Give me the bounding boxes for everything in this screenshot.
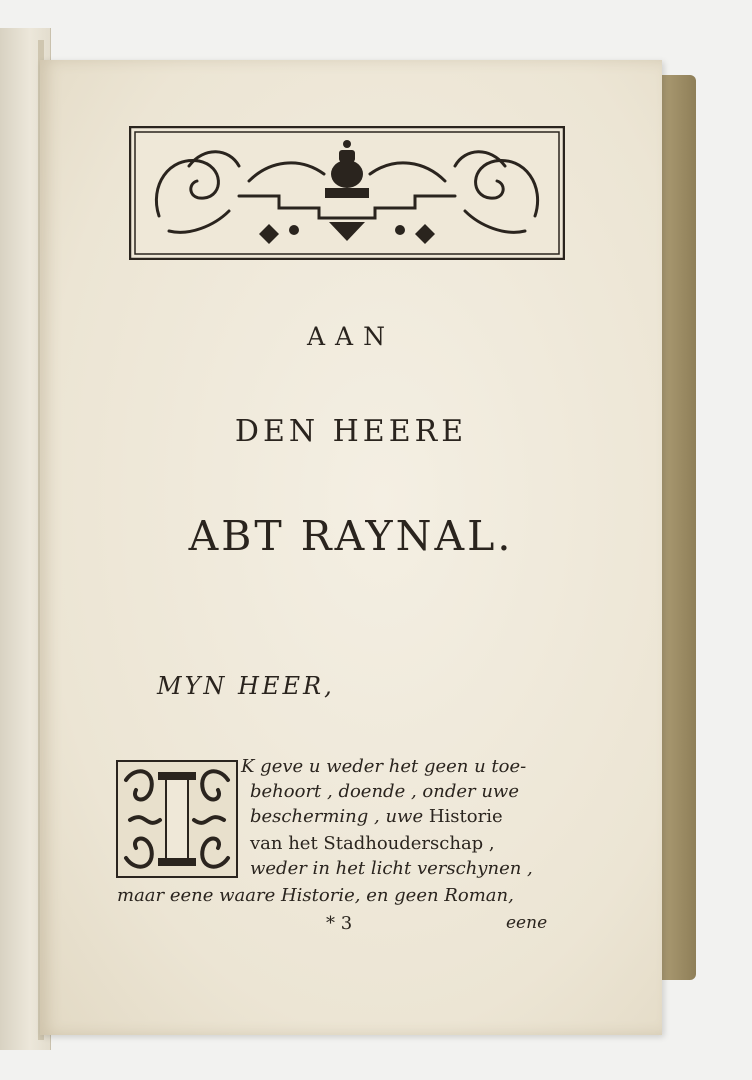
heading-line-1: AAN bbox=[307, 322, 395, 351]
text-line-5: weder in het licht verschynen , bbox=[250, 858, 533, 879]
text-line-3-roman: Historie bbox=[428, 806, 503, 827]
text-line-2: behoort , doende , onder uwe bbox=[250, 781, 519, 802]
text-line-3-italic: bescherming , uwe bbox=[250, 806, 429, 827]
signature-mark: * 3 bbox=[326, 913, 353, 934]
text-line-6: maar eene waare Historie, en geen Roman, bbox=[117, 885, 514, 906]
heading-line-2: DEN HEERE bbox=[234, 414, 468, 449]
text-line-3 bbox=[250, 806, 503, 827]
text-line-4: van het Stadhouderschap , bbox=[250, 833, 495, 854]
catchword: eene bbox=[506, 913, 548, 933]
headpiece-ornament bbox=[129, 126, 565, 260]
heading-line-3: ABT RAYNAL. bbox=[188, 512, 514, 560]
decorated-initial-i-icon bbox=[116, 760, 238, 878]
text-line-1: K geve u weder het geen u toe- bbox=[241, 756, 527, 777]
salutation: MYN HEER, bbox=[157, 672, 335, 700]
